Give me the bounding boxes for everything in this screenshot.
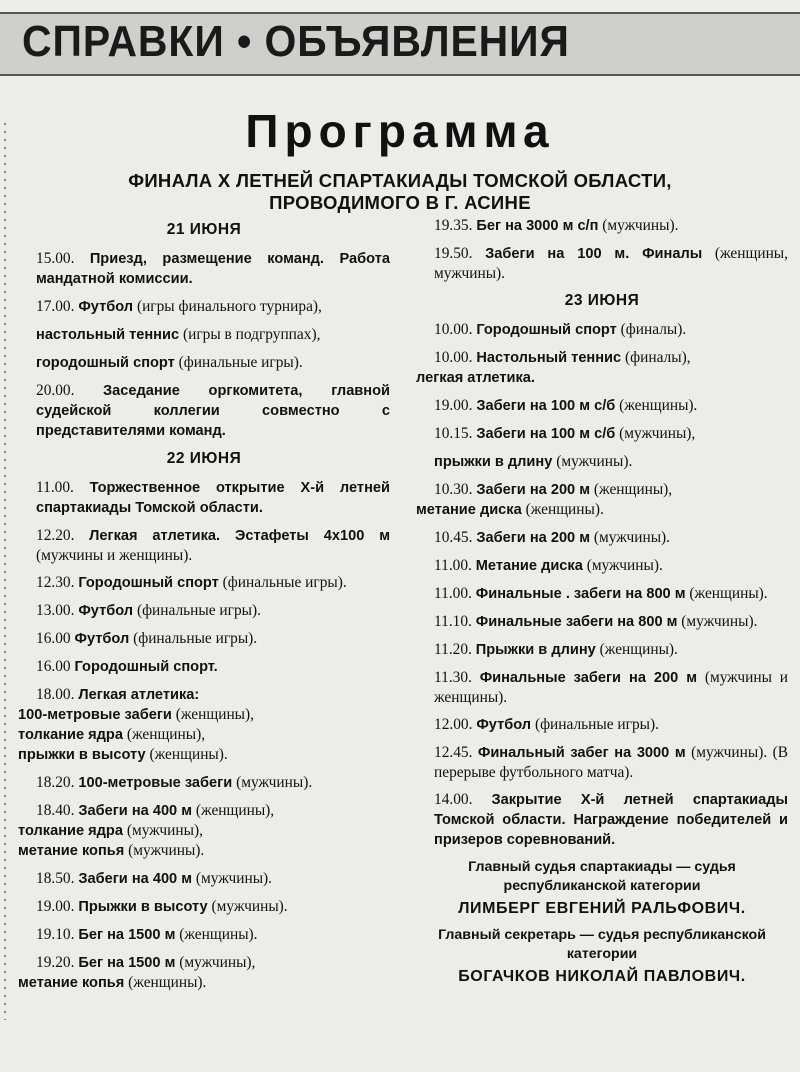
subline-note: (мужчины). — [128, 842, 205, 859]
entry-time: 12.30. — [36, 574, 75, 591]
entry-time: 10.00. — [434, 321, 473, 338]
entry-note: (финальные игры). — [222, 574, 347, 591]
entry-event: 100-метровые забеги — [78, 775, 233, 791]
schedule-entry — [416, 668, 788, 707]
entry-time: 11.20. — [434, 641, 472, 658]
entry-event: Финальные . забеги на 800 м — [475, 586, 686, 602]
schedule-entry-text — [36, 897, 390, 917]
entry-event: Городошный спорт — [476, 322, 617, 338]
schedule-entry-text — [36, 325, 390, 345]
schedule-entry — [416, 584, 788, 604]
schedule-entry — [18, 953, 390, 993]
subtitle-line-2: ПРОВОДИМОГО В Г. АСИНЕ — [269, 192, 531, 213]
schedule-entry-text — [36, 657, 390, 677]
subline-event: прыжки в высоту — [18, 747, 146, 763]
subline-event: легкая атлетика. — [416, 370, 535, 386]
entry-note: (игры финального турнира), — [136, 298, 322, 315]
entry-event: настольный теннис — [36, 327, 180, 343]
schedule-entry-text — [36, 601, 390, 621]
schedule-entry-text — [36, 353, 390, 373]
schedule-entry — [416, 396, 788, 416]
schedule-entry-text — [36, 381, 390, 441]
entry-event: Закрытие X-й летней спартакиады Томской области. Награждение победителей и призеров соревнований. — [434, 792, 788, 848]
entry-event: Забеги на 400 м — [78, 803, 193, 819]
entry-event: Финальный забег на 3000 м — [477, 745, 686, 761]
day-heading: 21 ИЮНЯ — [166, 221, 242, 238]
entry-event: Забеги на 100 м с/б — [476, 426, 616, 442]
entry-note: (женщины), — [195, 802, 275, 819]
schedule-entry-text — [434, 452, 788, 472]
schedule-entry-text — [434, 320, 788, 340]
schedule-entry — [18, 657, 390, 677]
entry-subline — [18, 821, 390, 841]
schedule-entry-text — [434, 640, 788, 660]
subline-event: толкание ядра — [18, 727, 123, 743]
schedule-entry-text — [434, 480, 788, 500]
subline-event: толкание ядра — [18, 823, 123, 839]
entry-time: 19.35. — [434, 217, 473, 234]
subline-note: (женщины). — [525, 501, 604, 518]
schedule-entry-text — [434, 528, 788, 548]
subline-note: (женщины). — [128, 974, 207, 991]
schedule-entry — [416, 715, 788, 735]
chief-secretary-name: БОГАЧКОВ НИКОЛАЙ ПАВЛОВИЧ. — [458, 968, 746, 985]
schedule-entry — [18, 381, 390, 441]
schedule-entry — [18, 629, 390, 649]
subline-note: (женщины). — [149, 746, 228, 763]
entry-event: Городошный спорт — [78, 575, 219, 591]
chief-judge-role: Главный судья спартакиады — судья республиканской категории — [468, 859, 736, 894]
subline-event: 100-метровые забеги — [18, 707, 172, 723]
schedule-entry-text — [434, 424, 788, 444]
entry-time: 18.20. — [36, 774, 75, 791]
schedule-entry — [416, 790, 788, 850]
schedule-entry-text — [36, 801, 390, 821]
schedule-entry-text — [434, 612, 788, 632]
schedule-entry-text — [434, 244, 788, 283]
entry-note: (мужчины). — [195, 870, 273, 887]
schedule-entry — [416, 640, 788, 660]
entry-note: (женщины). — [619, 397, 698, 414]
page-title: Программа — [245, 105, 555, 157]
entry-event: Бег на 1500 м — [78, 955, 176, 971]
entry-time: 15.00. — [36, 250, 75, 267]
entry-event: Торжественное открытие X-й летней спартакиады Томской области. — [36, 480, 390, 516]
entry-event: Заседание оргкомитета, главной судейской коллегии совместно с представителями команд. — [36, 383, 390, 439]
entry-time: 19.50. — [434, 245, 473, 262]
entry-time: 11.30. — [434, 669, 472, 686]
entry-event: Бег на 3000 м с/п — [476, 218, 599, 234]
schedule-right-entries — [416, 216, 788, 850]
schedule-entry — [416, 244, 788, 283]
entry-event: Забеги на 400 м — [78, 871, 193, 887]
schedule-entry-text — [36, 478, 390, 518]
entry-event: Забеги на 200 м — [476, 530, 591, 546]
entry-subline — [18, 705, 390, 725]
entry-note: (мужчины и женщины). — [434, 669, 788, 706]
entry-note: (финальные игры). — [133, 630, 258, 647]
schedule-entry — [416, 348, 788, 388]
entry-event: Городошный спорт. — [74, 659, 218, 675]
entry-note: (мужчины). — [602, 217, 679, 234]
entry-time: 18.00. — [36, 686, 75, 703]
entry-note: (женщины). — [599, 641, 678, 658]
entry-note: (финальные игры). — [178, 354, 303, 371]
schedule-entry-text — [36, 249, 390, 289]
entry-event: Прыжки в длину — [475, 642, 596, 658]
entry-event: Забеги на 100 м с/б — [476, 398, 616, 414]
entry-note: (мужчины). — [211, 898, 288, 915]
schedule-entry-text — [434, 216, 788, 236]
entry-event: городошный спорт — [36, 355, 175, 371]
schedule-entry — [416, 452, 788, 472]
entry-event: Настольный теннис — [476, 350, 622, 366]
subline-note: (женщины), — [126, 726, 206, 743]
entry-time: 16.00 — [36, 630, 71, 647]
entry-subline — [18, 745, 390, 765]
entry-time: 12.45. — [434, 744, 473, 761]
schedule-entry-text — [36, 297, 390, 317]
schedule-entry — [416, 320, 788, 340]
schedule-entry-text — [36, 685, 390, 705]
entry-event: Футбол — [74, 631, 130, 647]
entry-note: (мужчины). — [236, 774, 313, 791]
day-heading: 23 ИЮНЯ — [564, 292, 640, 309]
entry-time: 11.00. — [36, 479, 74, 496]
entry-event: Легкая атлетика: — [78, 687, 200, 703]
perforation-edge — [2, 120, 8, 1020]
schedule-entry — [416, 480, 788, 520]
chief-secretary — [416, 926, 788, 986]
entry-time: 19.10. — [36, 926, 75, 943]
entry-subline — [18, 725, 390, 745]
entry-note: (мужчины). (В перерыве футбольного матча). — [434, 744, 788, 781]
entry-time: 12.20. — [36, 527, 75, 544]
chief-judge-name: ЛИМБЕРГ ЕВГЕНИЙ РАЛЬФОВИЧ. — [458, 900, 746, 917]
schedule-entry — [18, 685, 390, 765]
entry-time: 19.20. — [36, 954, 75, 971]
entry-time: 10.30. — [434, 481, 473, 498]
entry-note: (женщины). — [689, 585, 768, 602]
entry-note: (мужчины), — [179, 954, 256, 971]
schedule-entry — [18, 801, 390, 861]
page-subtitle — [60, 170, 740, 214]
entry-time: 20.00. — [36, 382, 75, 399]
schedule-column-right — [416, 216, 788, 986]
entry-event: Финальные забеги на 800 м — [475, 614, 678, 630]
entry-time: 19.00. — [434, 397, 473, 414]
entry-event: Финальные забеги на 200 м — [479, 670, 698, 686]
schedule-entry — [18, 249, 390, 289]
entry-event: Забеги на 200 м — [476, 482, 591, 498]
entry-note: (финальные игры). — [534, 716, 659, 733]
entry-time: 11.00. — [434, 585, 472, 602]
entry-time: 14.00. — [434, 791, 473, 808]
entry-time: 10.00. — [434, 349, 473, 366]
schedule-entry — [18, 526, 390, 565]
schedule-entry-text — [36, 773, 390, 793]
entry-time: 10.15. — [434, 425, 473, 442]
schedule-entry — [416, 424, 788, 444]
schedule-entry-text — [36, 869, 390, 889]
entry-note: (мужчины). — [586, 557, 663, 574]
schedule-entry — [18, 353, 390, 373]
schedule-entry-text — [434, 396, 788, 416]
entry-time: 18.40. — [36, 802, 75, 819]
schedule-entry — [416, 528, 788, 548]
schedule-entry-text — [434, 584, 788, 604]
schedule-entry — [18, 478, 390, 518]
entry-note: (женщины), — [593, 481, 673, 498]
schedule-entry — [18, 925, 390, 945]
subline-event: метание диска — [416, 502, 522, 518]
schedule-entry-text — [434, 348, 788, 368]
subtitle-line-1: ФИНАЛА X ЛЕТНЕЙ СПАРТАКИАДЫ ТОМСКОЙ ОБЛАСТИ, — [128, 170, 672, 191]
entry-event: прыжки в длину — [434, 454, 553, 470]
entry-event: Футбол — [476, 717, 532, 733]
schedule-entry — [18, 601, 390, 621]
entry-time: 11.00. — [434, 557, 472, 574]
schedule-entry-text — [434, 743, 788, 782]
subline-note: (мужчины), — [126, 822, 203, 839]
entry-note: (финальные игры). — [136, 602, 261, 619]
entry-note: (мужчины и женщины). — [36, 547, 193, 564]
entry-time: 16.00 — [36, 658, 71, 675]
subline-note: (женщины), — [175, 706, 254, 723]
entry-subline — [18, 841, 390, 861]
day-heading: 22 ИЮНЯ — [166, 450, 242, 467]
entry-time: 11.10. — [434, 613, 472, 630]
schedule-entry-text — [434, 668, 788, 707]
schedule-entry — [416, 216, 788, 236]
schedule-entry-text — [36, 573, 390, 593]
entry-subline — [416, 500, 788, 520]
subline-event: метание копья — [18, 843, 125, 859]
entry-note: (мужчины). — [556, 453, 633, 470]
entry-event: Метание диска — [475, 558, 583, 574]
entry-event: Прыжки в высоту — [78, 899, 208, 915]
entry-note: (мужчины). — [681, 613, 758, 630]
schedule-entry-text — [434, 790, 788, 850]
entry-note: (игры в подгруппах), — [182, 326, 321, 343]
schedule-entry — [18, 573, 390, 593]
schedule-entry — [18, 897, 390, 917]
chief-secretary-role: Главный секретарь — судья республиканской категории — [438, 927, 766, 962]
schedule-entry — [18, 325, 390, 345]
entry-note: (мужчины). — [593, 529, 671, 546]
schedule-entry-text — [434, 715, 788, 735]
entry-subline — [18, 973, 390, 993]
schedule-entry — [18, 773, 390, 793]
entry-note: (мужчины), — [619, 425, 696, 442]
entry-time: 10.45. — [434, 529, 473, 546]
section-banner-text: СПРАВКИ • ОБЪЯВЛЕНИЯ — [22, 17, 570, 66]
schedule-entry — [416, 743, 788, 782]
entry-event: Легкая атлетика. Эстафеты 4х100 м — [89, 528, 390, 544]
entry-note: (финалы). — [620, 321, 687, 338]
section-banner — [0, 12, 800, 76]
subline-event: метание копья — [18, 975, 125, 991]
entry-event: Футбол — [78, 603, 134, 619]
schedule-entry — [18, 297, 390, 317]
entry-time: 17.00. — [36, 298, 75, 315]
entry-time: 12.00. — [434, 716, 473, 733]
schedule-column-left — [18, 214, 390, 1001]
schedule-entry-text — [36, 925, 390, 945]
schedule-entry-text — [36, 629, 390, 649]
schedule-entry-text — [36, 953, 390, 973]
schedule-entry-text — [434, 556, 788, 576]
entry-time: 18.50. — [36, 870, 75, 887]
entry-time: 13.00. — [36, 602, 75, 619]
schedule-entry — [416, 556, 788, 576]
entry-event: Бег на 1500 м — [78, 927, 176, 943]
entry-event: Забеги на 100 м. Финалы — [485, 246, 703, 262]
schedule-entry — [416, 612, 788, 632]
entry-subline — [416, 368, 788, 388]
entry-event: Футбол — [78, 299, 134, 315]
entry-event: Приезд, размещение команд. Работа мандатной комиссии. — [36, 251, 390, 287]
schedule-entry-text — [36, 526, 390, 565]
chief-judge — [416, 858, 788, 918]
entry-note: (финалы), — [625, 349, 691, 366]
entry-time: 19.00. — [36, 898, 75, 915]
entry-note: (женщины). — [179, 926, 258, 943]
schedule-entry — [18, 869, 390, 889]
entry-note: (женщины, мужчины). — [434, 245, 788, 282]
